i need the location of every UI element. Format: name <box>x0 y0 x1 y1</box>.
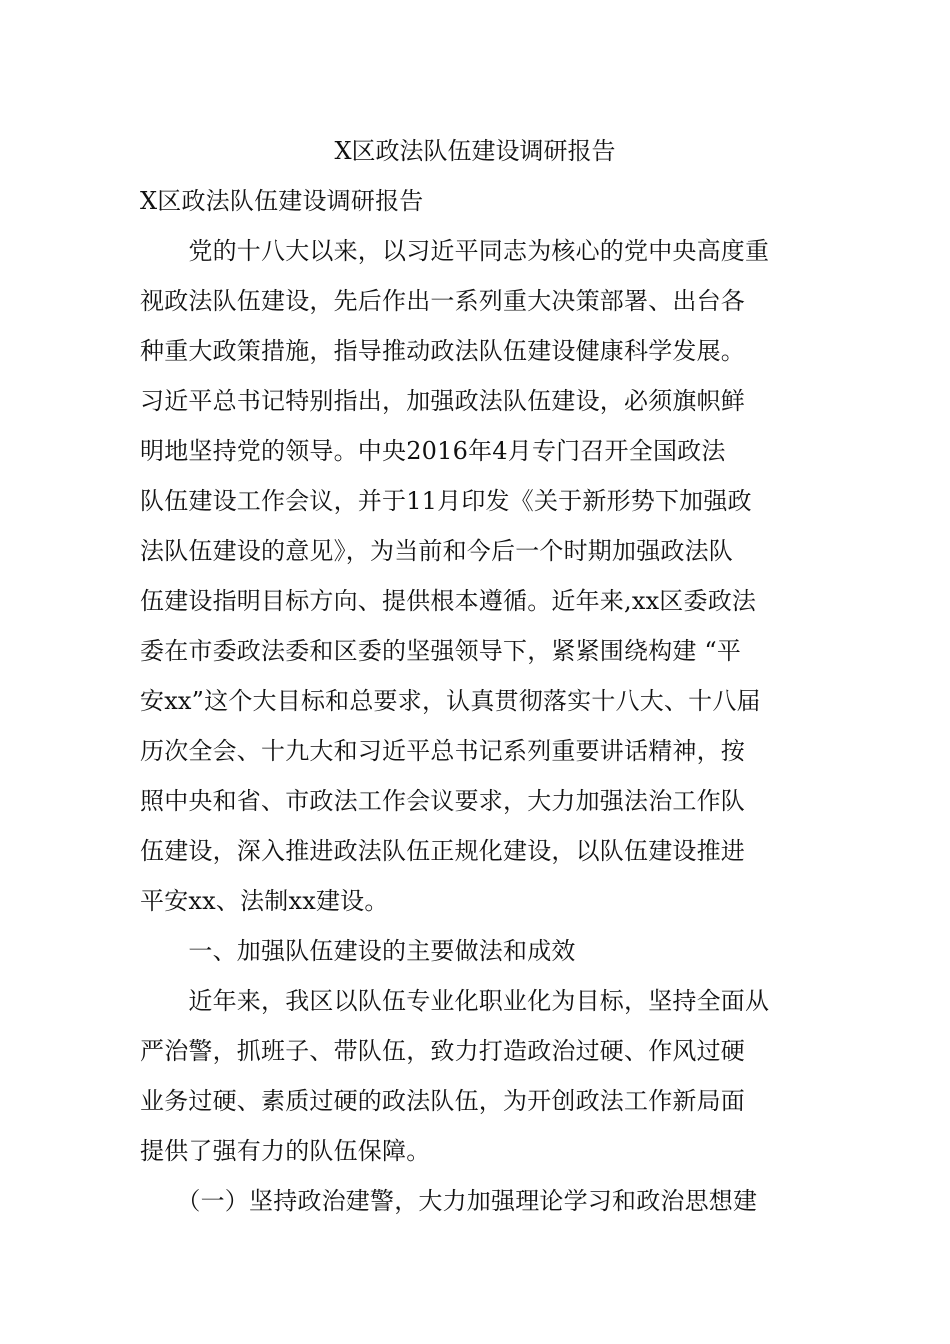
text-line: 照中央和省、市政法工作会议要求，大力加强法治工作队 <box>140 787 745 815</box>
text-line: 法队伍建设的意见》，为当前和今后一个时期加强政法队 <box>140 537 733 565</box>
text-line: 习近平总书记特别指出，加强政法队伍建设，必须旗帜鲜 <box>140 387 745 415</box>
text-line: 伍建设指明目标方向、提供根本遵循。近年来,xx区委政法 <box>140 587 757 615</box>
section-heading: 一、加强队伍建设的主要做法和成效 <box>140 937 576 965</box>
text-line: 业务过硬、素质过硬的政法队伍，为开创政法工作新局面 <box>140 1087 745 1115</box>
text-line: 委在市委政法委和区委的坚强领导下，紧紧围绕构建 “平 <box>140 637 742 665</box>
text-line: 近年来，我区以队伍专业化职业化为目标，坚持全面从 <box>140 987 770 1015</box>
text-line: 视政法队伍建设，先后作出一系列重大决策部署、出台各 <box>140 287 745 315</box>
text-line: 提供了强有力的队伍保障。 <box>140 1137 431 1165</box>
subsection-heading: （一）坚持政治建警，大力加强理论学习和政治思想建 <box>140 1187 758 1215</box>
text-line: 党的十八大以来，以习近平同志为核心的党中央高度重 <box>140 237 770 265</box>
text-line: 安xx”这个大目标和总要求，认真贯彻落实十八大、十八届 <box>140 687 761 715</box>
text-line: 严治警，抓班子、带队伍，致力打造政治过硬、作风过硬 <box>140 1037 745 1065</box>
text-line: 队伍建设工作会议，并于11月印发《关于新形势下加强政 <box>140 487 752 515</box>
text-line: 种重大政策措施，指导推动政法队伍建设健康科学发展。 <box>140 337 745 365</box>
text-line: X区政法队伍建设调研报告 <box>140 187 424 215</box>
text-line: 伍建设，深入推进政法队伍正规化建设，以队伍建设推进 <box>140 837 745 865</box>
text-line: 历次全会、十九大和习近平总书记系列重要讲话精神，按 <box>140 737 745 765</box>
document-title: X区政法队伍建设调研报告 <box>334 137 616 165</box>
text-line: 平安xx、法制xx建设。 <box>140 887 389 915</box>
text-line: 明地坚持党的领导。中央2016年4月专门召开全国政法 <box>140 437 726 465</box>
